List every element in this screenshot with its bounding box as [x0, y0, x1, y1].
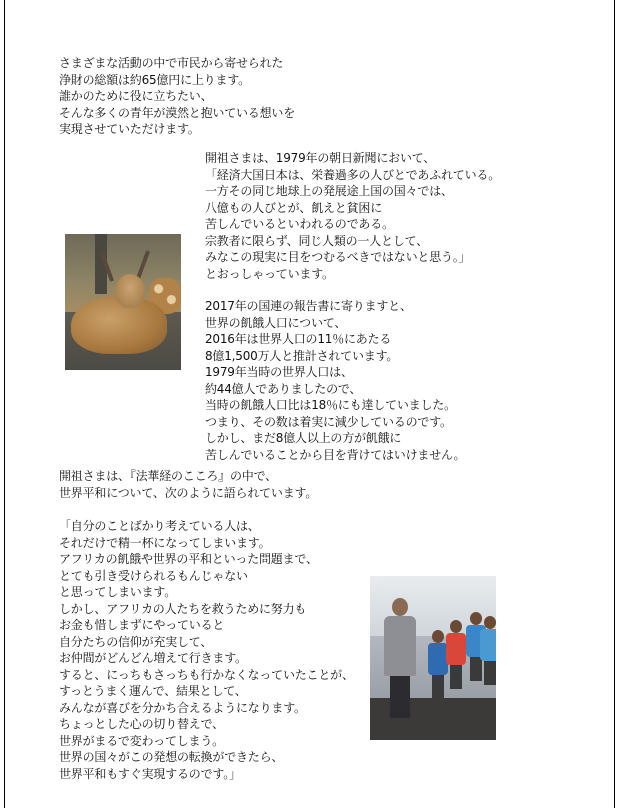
- text-line: お金も惜しまずにやっていると: [59, 618, 225, 632]
- deer-photo: [65, 234, 181, 370]
- world-peace-quote-paragraph: [59, 518, 354, 782]
- text-line: 苦しんでいるといわれるのである。: [205, 217, 394, 231]
- teaching-intro-paragraph: [59, 468, 317, 501]
- text-line: 8億1,500万人と推計されています。: [205, 348, 399, 363]
- text-line: お仲間がどんどん増えて行きます。: [59, 651, 247, 665]
- children-greeting-photo: [370, 576, 496, 740]
- text-line: しかし、アフリカの人たちを救うために努力も: [59, 601, 307, 616]
- text-line: つまり、その数は着実に減少しているのです。: [205, 414, 452, 429]
- text-line: すっとうまく運んで、結果として、: [59, 684, 247, 698]
- text-line: 宗教者に限らず、同じ人類の一人として、: [205, 233, 429, 248]
- text-line: 世界平和について、次のように語られています。: [59, 485, 318, 500]
- text-line: 自分たちの信仰が充実して、: [59, 634, 213, 649]
- text-line: とおっしゃっています。: [205, 266, 334, 281]
- text-line: しかし、まだ8億人以上の方が飢餓に: [205, 431, 402, 445]
- text-line: そんな多くの青年が漠然と抱いている想いを: [59, 105, 296, 120]
- text-line: 当時の飢餓人口比は18％にも達していました。: [205, 398, 456, 412]
- intro-paragraph: [59, 55, 295, 138]
- text-line: 「自分のことばかり考えている人は、: [59, 519, 260, 533]
- text-line: さまざまな活動の中で市民から寄せられた: [59, 56, 284, 70]
- text-line: 「経済大国日本は、栄養過多の人びとであふれている。: [205, 167, 501, 182]
- text-line: すると、にっちもさっちも行かなくなっていたことが、: [59, 667, 354, 682]
- text-line: 約44億人でありましたので、: [205, 381, 362, 396]
- text-line: と思ってしまいます。: [59, 585, 177, 599]
- text-line: 2016年は世界人口の11％にあたる: [205, 332, 392, 346]
- text-line: 世界平和もすぐ実現するのです。」: [59, 766, 241, 781]
- page-border-left: [4, 0, 5, 808]
- text-line: それだけで精一杯になってしまいます。: [59, 535, 271, 550]
- founder-quote-paragraph: [205, 150, 500, 282]
- text-line: 1979年当時の世界人口は、: [205, 365, 353, 379]
- text-line: 世界の国々がこの発想の転換ができたら、: [59, 750, 284, 764]
- text-line: 浄財の総額は約65億円に上ります。: [59, 72, 250, 87]
- text-line: ちょっとした心の切り替えで、: [59, 717, 224, 731]
- text-line: 誰かのために役に立ちたい、: [59, 89, 213, 103]
- text-line: 八億もの人びとが、飢えと貧困に: [205, 200, 383, 215]
- text-line: 開祖さまは、1979年の朝日新聞において、: [205, 151, 436, 165]
- text-line: みんなが喜びを分かち合えるようになります。: [59, 700, 306, 715]
- text-line: 一方その同じ地球上の発展途上国の国々では、: [205, 184, 453, 198]
- page-border-right: [614, 0, 615, 808]
- text-line: 開祖さまは、『法華経のこころ』の中で、: [59, 469, 277, 483]
- text-line: みなこの現実に目をつむるべきではないと思う。」: [205, 250, 471, 264]
- text-line: アフリカの飢餓や世界の平和といった問題まで、: [59, 552, 318, 566]
- text-line: 実現させていただけます。: [59, 122, 200, 136]
- text-line: 世界がまるで変わってしまう。: [59, 733, 224, 748]
- text-line: とても引き受けられるもんじゃない: [59, 568, 248, 583]
- text-line: 2017年の国連の報告書に寄りますと、: [205, 299, 412, 313]
- un-report-paragraph: [205, 298, 465, 463]
- text-line: 苦しんでいることから目を背けてはいけません。: [205, 447, 466, 462]
- text-line: 世界の飢餓人口について、: [205, 315, 347, 330]
